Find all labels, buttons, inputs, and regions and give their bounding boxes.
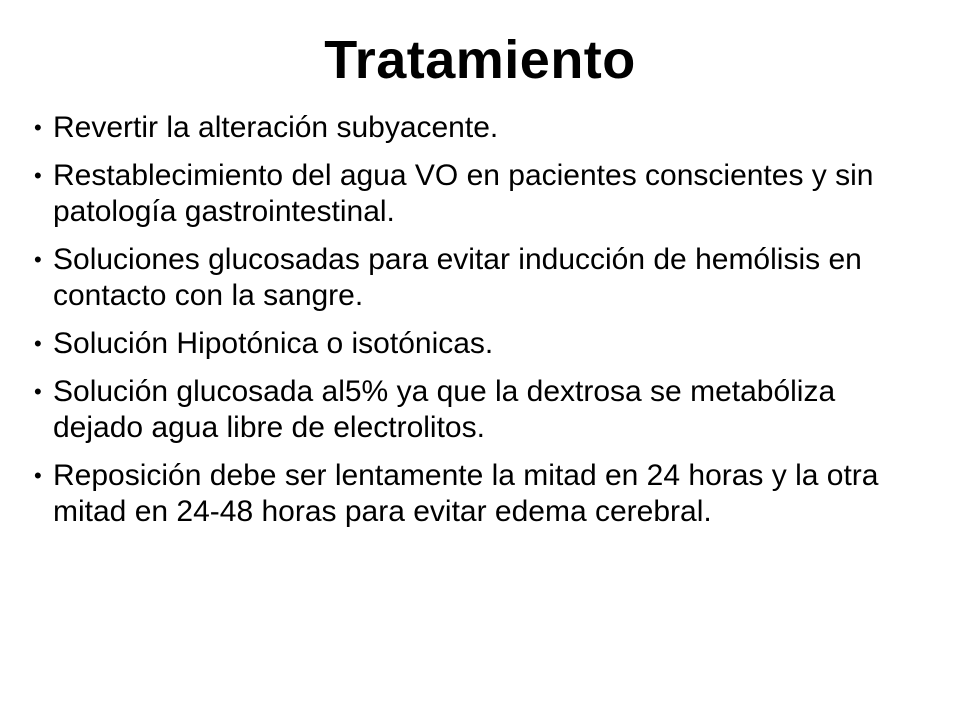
- bullet-item: [34, 458, 914, 530]
- bullet-icon: •: [34, 331, 42, 356]
- bullet-icon: •: [34, 379, 42, 404]
- bullet-text: Revertir la alteración subyacente.: [53, 111, 499, 144]
- bullet-icon: •: [34, 163, 42, 188]
- bullet-text: Restablecimiento del agua VO en pacientes conscientes y sin patología gastrointestinal.: [53, 159, 874, 228]
- bullet-text: Soluciones glucosadas para evitar inducción de hemólisis en contacto con la sangre.: [53, 243, 862, 312]
- bullet-item: [34, 158, 914, 230]
- bullet-item: [34, 326, 914, 362]
- bullet-list: [34, 110, 914, 542]
- slide-title: Tratamiento: [324, 30, 636, 90]
- bullet-text: Reposición debe ser lentamente la mitad en 24 horas y la otra mitad en 24-48 horas para evitar edema cerebral.: [53, 459, 879, 528]
- bullet-item: [34, 374, 914, 446]
- bullet-icon: •: [34, 115, 42, 140]
- bullet-text: Solución Hipotónica o isotónicas.: [53, 327, 494, 360]
- bullet-item: [34, 242, 914, 314]
- bullet-icon: •: [34, 463, 42, 488]
- bullet-item: [34, 110, 914, 146]
- bullet-text: Solución glucosada al5% ya que la dextrosa se metabóliza dejado agua libre de electrolitos.: [53, 375, 836, 444]
- bullet-icon: •: [34, 247, 42, 272]
